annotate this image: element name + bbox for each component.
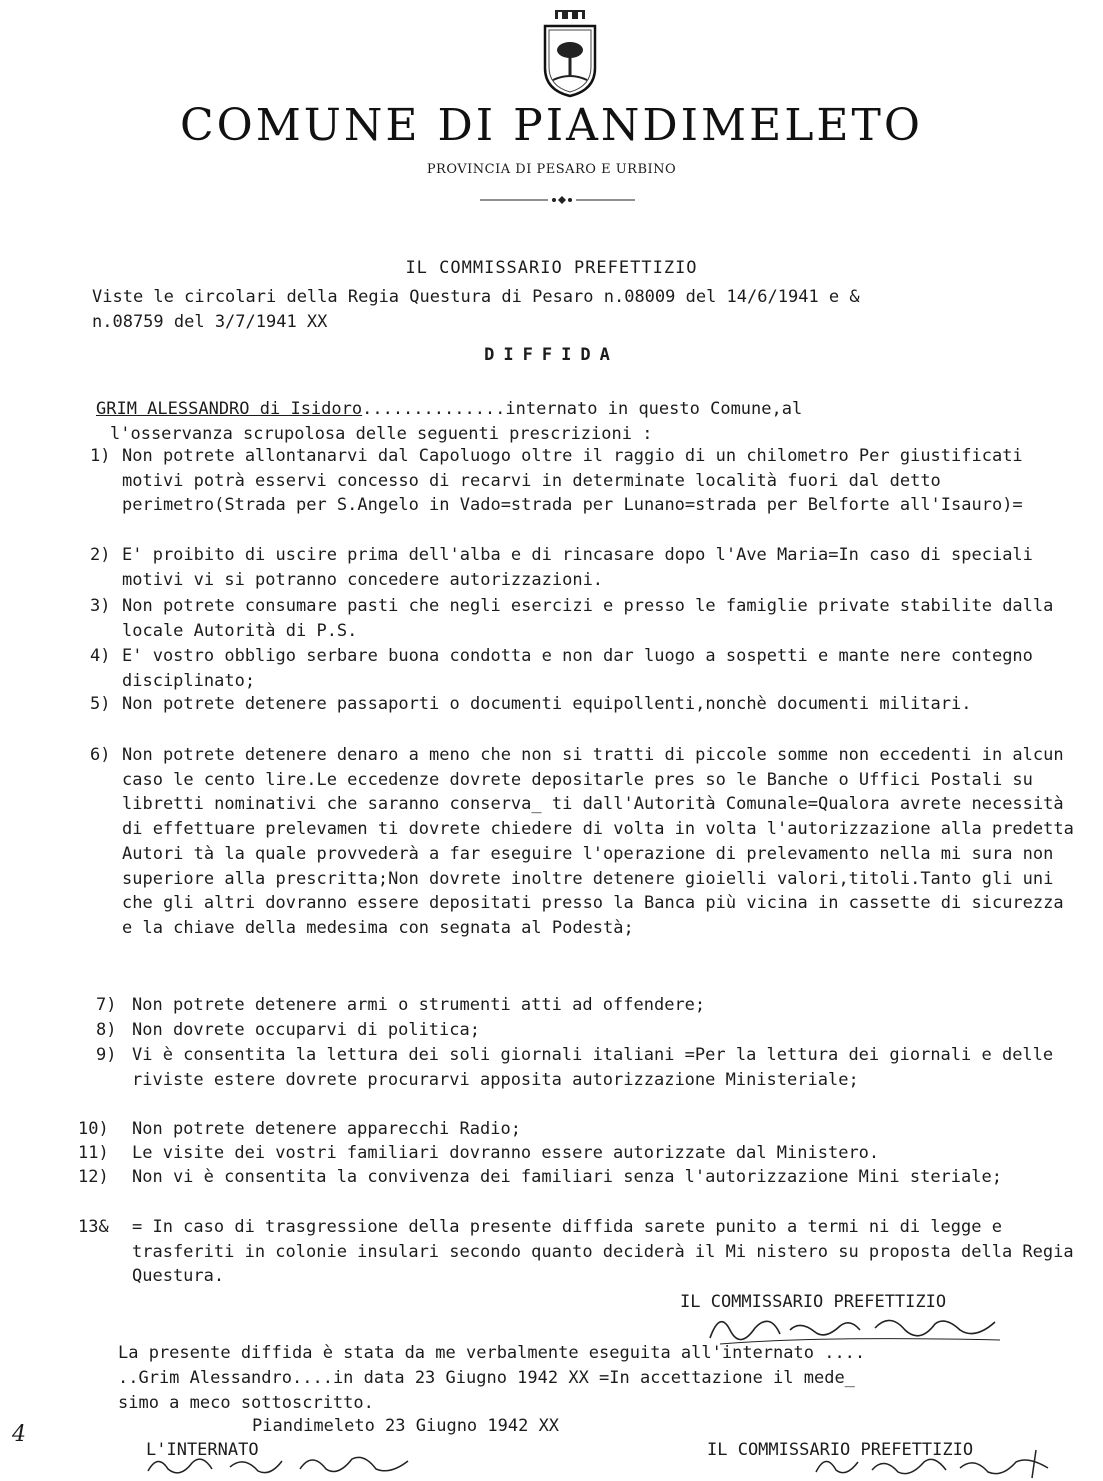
prescription-number: 12) (78, 1167, 109, 1187)
addressee-name: GRIM ALESSANDRO di Isidoro (96, 399, 363, 419)
prescription-number: 3) (90, 596, 111, 616)
prescription-number: 10) (78, 1119, 109, 1139)
execution-date: in data 23 Giugno 1942 XX =In accettazione il mede_ (332, 1368, 855, 1388)
prescription-number: 6) (90, 745, 111, 765)
internee-signature (140, 1445, 440, 1479)
prescription-text: Le visite dei vostri familiari dovranno essere autorizzate dal Ministero. (132, 1143, 880, 1163)
signatory-title: IL COMMISSARIO PREFETTIZIO (680, 1292, 947, 1312)
commissioner-signature-bottom (810, 1448, 1060, 1480)
margin-note: 4 (12, 1422, 26, 1447)
execution-line-2 (118, 1368, 855, 1388)
ornamental-divider (480, 194, 635, 206)
prescription-text: Non potrete detenere passaporti o documenti equipollenti,nonchè documenti militari. (122, 694, 972, 714)
diffida-heading: DIFFIDA (484, 345, 619, 365)
prescription-text: Non vi è consentita la convivenza dei familiari senza l'autorizzazione Mini steriale; (132, 1167, 1002, 1187)
prescription-number: 7) (96, 995, 117, 1015)
internee-label: L'INTERNATO (146, 1440, 259, 1460)
prescription-text: E' vostro obbligo serbare buona condotta e non dar luogo a sospetti e mante nere contegno disciplinato; (122, 646, 1033, 691)
prescription-text: = In caso di trasgressione della presente diffida sarete punito a termi ni di legge e trasferiti in colonie insulari secondo quanto deciderà il Mi nistero su proposta della Regia Questura. (132, 1217, 1074, 1287)
prescription-text: Non potrete consumare pasti che negli esercizi e presso le famiglie private stabilite dalla locale Autorità di P.S. (122, 596, 1054, 641)
addressee-line-2: l'osservanza scrupolosa delle seguenti prescrizioni : (110, 424, 653, 444)
execution-line-3: simo a meco sottoscritto. (118, 1393, 374, 1413)
prescription-number: 9) (96, 1045, 117, 1065)
final-signatory-title: IL COMMISSARIO PREFETTIZIO (707, 1440, 974, 1460)
prescription-text: Non potrete detenere apparecchi Radio; (132, 1119, 521, 1139)
prescription-text: E' proibito di uscire prima dell'alba e di rincasare dopo l'Ave Maria=In caso di speciali motivi vi si potranno concedere autorizzazioni. (122, 545, 1033, 590)
prescription-number: 1) (90, 446, 111, 466)
authority-title: IL COMMISSARIO PREFETTIZIO (405, 258, 698, 278)
prescription-text: Non dovrete occuparvi di politica; (132, 1020, 480, 1040)
municipal-crest-icon (535, 10, 605, 98)
execution-name: ..Grim Alessandro.... (118, 1368, 333, 1388)
prescription-text: Non potrete detenere denaro a meno che non si tratti di piccole somme non eccedenti in alcun caso le cento lire.Le eccedenze dovrete depositarle pres so le Banche o Uffici Postali su libretti nominativi che saranno conserva_ ti dall'Autorità Comunale=Qualora avrete necessità di effettuare prelevamen ti dovrete chiedere di volta in volta l'autorizzazione alla predetta Autori tà la quale provvederà a far eseguire l'operazione di prelevamento nella mi sura non superiore alla prescritta;Non dovrete inoltre detenere gioielli valori,titoli.Tanto gli uni che gli altri dovranno essere depositati presso la Banca più vicina in cassette di sicurezza e la chiave della medesima con segnata al Podestà; (122, 745, 1074, 938)
prescription-text: Non potrete detenere armi o strumenti atti ad offendere; (132, 995, 706, 1015)
addressee-line (96, 399, 802, 419)
prescription-number: 4) (90, 646, 111, 666)
prescription-number: 5) (90, 694, 111, 714)
place-date: Piandimeleto 23 Giugno 1942 XX (252, 1416, 560, 1436)
addressee-rest: ..............internato in questo Comune,al (362, 399, 803, 419)
province-subtitle: PROVINCIA DI PESARO E URBINO (426, 162, 677, 177)
execution-line-1: La presente diffida è stata da me verbalmente eseguita all'internato .... (118, 1343, 866, 1363)
municipality-title: COMUNE DI PIANDIMELETO (180, 100, 923, 151)
prescription-number: 2) (90, 545, 111, 565)
preamble-line-1: Viste le circolari della Regia Questura di Pesaro n.08009 del 14/6/1941 e & (92, 287, 860, 307)
prescription-number: 11) (78, 1143, 109, 1163)
prescription-text: Vi è consentita la lettura dei soli giornali italiani =Per la lettura dei giornali e delle riviste estere dovrete procurarvi apposita autorizzazione Ministeriale; (132, 1045, 1054, 1090)
preamble-line-2: n.08759 del 3/7/1941 XX (92, 312, 328, 332)
prescription-number: 8) (96, 1020, 117, 1040)
prescription-number: 13& (78, 1217, 109, 1237)
prescription-text: Non potrete allontanarvi dal Capoluogo oltre il raggio di un chilometro Per giustificati motivi potrà esservi concesso di recarvi in determinate località fuori dal detto perimetro(Strada per S.Angelo in Vado=strada per Lunano=strada per Belforte all'Isauro)= (122, 446, 1023, 516)
